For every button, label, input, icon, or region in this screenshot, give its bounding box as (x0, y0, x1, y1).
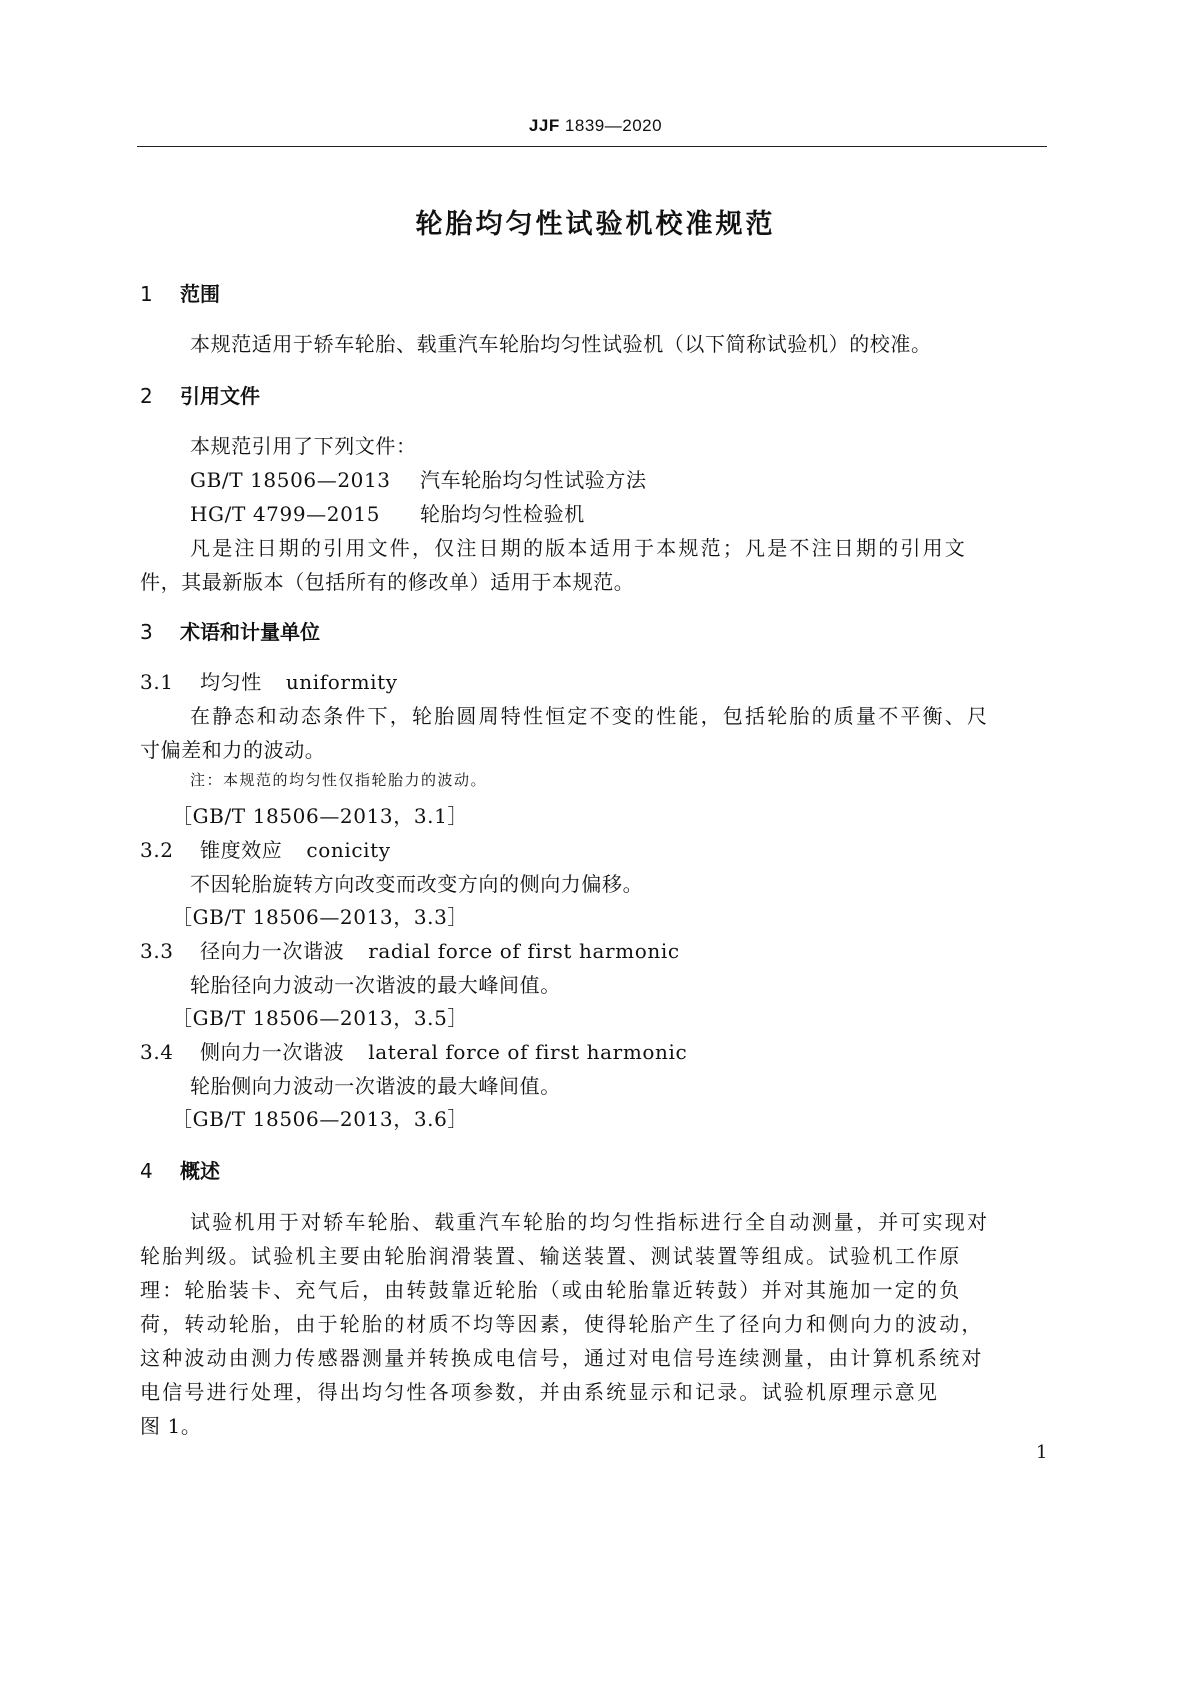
term-english: uniformity (285, 670, 398, 694)
term-3-1 (140, 666, 398, 695)
section-1-heading (140, 278, 220, 307)
section-4-line-2: 轮胎判级。试验机主要由轮胎润滑装置、输送装置、测试装置等组成。试验机工作原 (140, 1244, 962, 1268)
term-3-3-definition: 轮胎径向力波动一次谐波的最大峰间值。 (190, 973, 561, 997)
section-title: 术语和计量单位 (180, 620, 320, 644)
term-chinese: 侧向力一次谐波 (200, 1040, 345, 1064)
term-3-4-source: ［GB/T 18506—2013，3.6］ (172, 1107, 469, 1131)
section-title: 范围 (180, 282, 220, 306)
term-3-1-note: 注：本规范的均匀性仅指轮胎力的波动。 (190, 771, 488, 789)
term-chinese: 锥度效应 (200, 838, 283, 862)
section-2-paragraph-line-1: 凡是注日期的引用文件，仅注日期的版本适用于本规范；凡是不注日期的引用文 (190, 536, 967, 560)
section-1-paragraph: 本规范适用于轿车轮胎、载重汽车轮胎均匀性试验机（以下简称试验机）的校准。 (190, 332, 932, 356)
section-4-line-6: 电信号进行处理，得出均匀性各项参数，并由系统显示和记录。试验机原理示意见 (140, 1380, 940, 1404)
section-number: 1 (140, 282, 153, 306)
section-number: 3 (140, 620, 153, 644)
reference-code: GB/T 18506—2013 (190, 468, 391, 492)
header-prefix: JJF (528, 116, 560, 135)
term-3-4 (140, 1036, 687, 1065)
term-3-4-definition: 轮胎侧向力波动一次谐波的最大峰间值。 (190, 1074, 561, 1098)
section-4-heading (140, 1155, 220, 1184)
reference-code: HG/T 4799—2015 (190, 502, 381, 526)
term-3-2 (140, 834, 391, 863)
section-2-intro: 本规范引用了下列文件： (190, 434, 417, 458)
reference-item (190, 464, 647, 493)
running-header (0, 116, 1191, 136)
term-number: 3.4 (140, 1040, 174, 1064)
term-number: 3.3 (140, 939, 174, 963)
term-3-1-definition-line-1: 在静态和动态条件下，轮胎圆周特性恒定不变的性能，包括轮胎的质量不平衡、尺 (190, 704, 990, 728)
term-number: 3.2 (140, 838, 174, 862)
reference-item (190, 498, 585, 527)
term-chinese: 径向力一次谐波 (200, 939, 345, 963)
section-4-line-3: 理：轮胎装卡、充气后，由转鼓靠近轮胎（或由轮胎靠近转鼓）并对其施加一定的负 (140, 1278, 962, 1302)
term-3-2-definition: 不因轮胎旋转方向改变而改变方向的侧向力偏移。 (190, 872, 644, 896)
section-2-heading (140, 380, 260, 409)
term-3-1-definition-line-2: 寸偏差和力的波动。 (140, 738, 326, 762)
term-3-1-source: ［GB/T 18506—2013，3.1］ (172, 804, 469, 828)
term-english: radial force of first harmonic (368, 939, 680, 963)
term-number: 3.1 (140, 670, 174, 694)
section-4-line-4: 荷，转动轮胎，由于轮胎的材质不均等因素，使得轮胎产生了径向力和侧向力的波动， (140, 1312, 984, 1336)
term-english: lateral force of first harmonic (368, 1040, 688, 1064)
term-3-3 (140, 935, 680, 964)
section-4-line-7: 图 1。 (140, 1414, 202, 1438)
section-4-line-1: 试验机用于对轿车轮胎、载重汽车轮胎的均匀性指标进行全自动测量，并可实现对 (190, 1210, 990, 1234)
term-chinese: 均匀性 (200, 670, 262, 694)
header-number: 1839—2020 (559, 116, 663, 135)
term-english: conicity (306, 838, 391, 862)
section-title: 概述 (180, 1159, 220, 1183)
document-title: 轮胎均匀性试验机校准规范 (415, 209, 776, 240)
page-number: 1 (1036, 1442, 1048, 1463)
reference-name: 轮胎均匀性检验机 (420, 502, 585, 526)
section-2-paragraph-line-2: 件，其最新版本（包括所有的修改单）适用于本规范。 (140, 570, 635, 594)
section-title: 引用文件 (180, 384, 260, 408)
section-3-heading (140, 616, 320, 645)
term-3-3-source: ［GB/T 18506—2013，3.5］ (172, 1006, 469, 1030)
header-rule (137, 146, 1047, 147)
section-number: 2 (140, 384, 153, 408)
section-number: 4 (140, 1159, 153, 1183)
section-4-line-5: 这种波动由测力传感器测量并转换成电信号，通过对电信号连续测量，由计算机系统对 (140, 1346, 984, 1370)
reference-name: 汽车轮胎均匀性试验方法 (420, 468, 647, 492)
term-3-2-source: ［GB/T 18506—2013，3.3］ (172, 905, 469, 929)
